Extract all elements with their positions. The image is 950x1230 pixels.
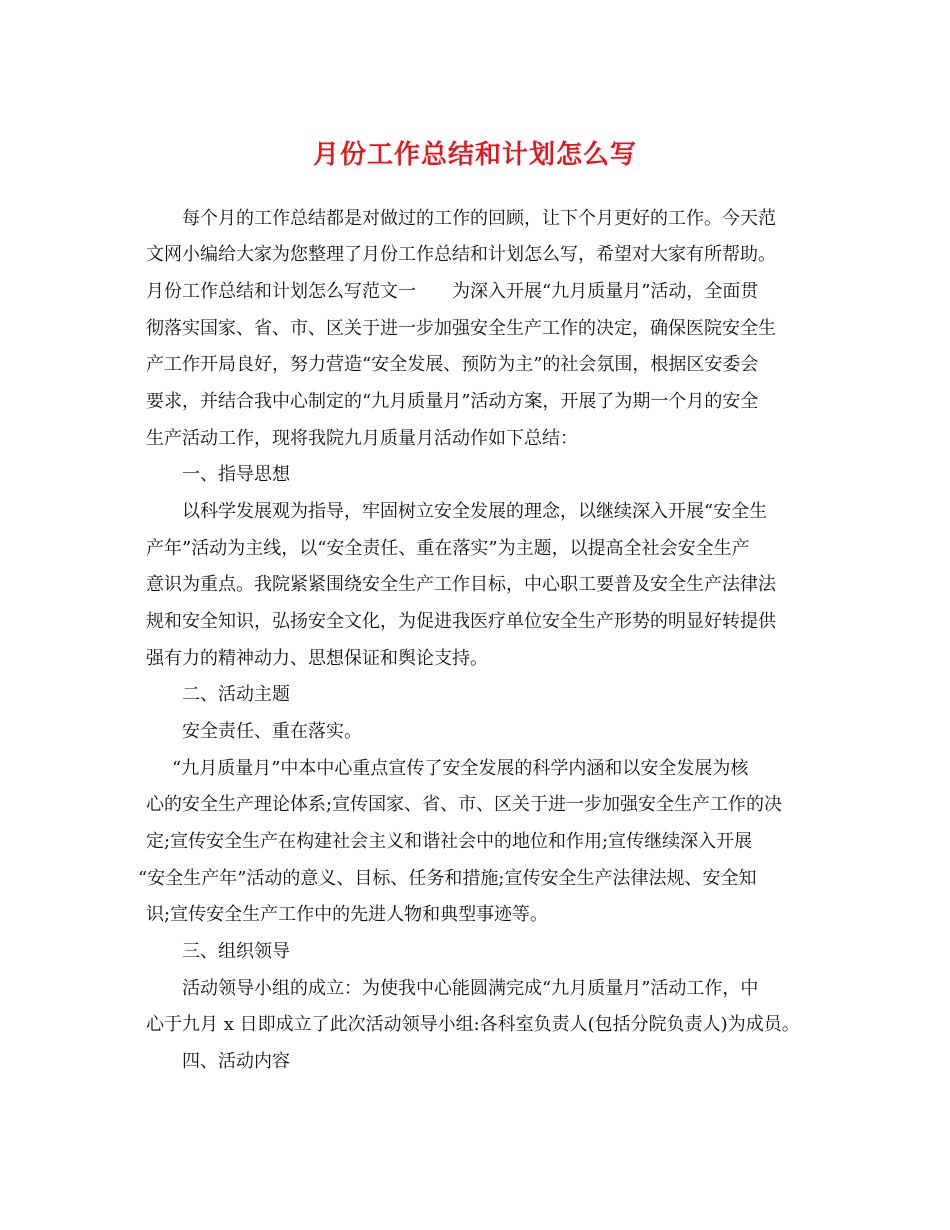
section-heading: 四、活动内容 xyxy=(182,1051,290,1072)
text-line: 生产活动工作，现将我院九月质量月活动作如下总结： xyxy=(146,428,578,449)
section-heading: 一、指导思想 xyxy=(182,464,290,485)
text-line: 每个月的工作总结都是对做过的工作的回顾，让下个月更好的工作。今天范 xyxy=(182,208,776,229)
text-line: “九月质量月”中本中心重点宣传了安全发展的科学内涵和以安全发展为核 xyxy=(172,758,749,779)
document-title: 月份工作总结和计划怎么写 xyxy=(312,140,637,170)
text-line: 定;宣传安全生产在构建社会主义和谐社会中的地位和作用;宣传继续深入开展 xyxy=(146,831,753,852)
text-line: 要求，并结合我中心制定的“九月质量月”活动方案，开展了为期一个月的安全 xyxy=(146,391,759,412)
text-line: 活动领导小组的成立：为使我中心能圆满完成“九月质量月”活动工作，中 xyxy=(182,978,759,999)
text-line: 心于九月 x 日即成立了此次活动领导小组:各科室负责人(包括分院负责人)为成员。 xyxy=(146,1014,800,1035)
text-line: 强有力的精神动力、思想保证和舆论支持。 xyxy=(146,648,488,669)
text-line: 产年”活动为主线，以“安全责任、重在落实”为主题，以提高全社会安全生产 xyxy=(146,538,750,559)
text-line: 月份工作总结和计划怎么写范文一 为深入开展“九月质量月”活动，全面贯 xyxy=(146,281,759,302)
text-line: 以科学发展观为指导，牢固树立安全发展的理念，以继续深入开展“安全生 xyxy=(182,501,768,522)
text-line: 安全责任、重在落实。 xyxy=(182,721,362,742)
text-line: 产工作开局良好，努力营造“安全发展、预防为主”的社会氛围，根据区安委会 xyxy=(146,354,759,375)
text-line: “安全生产年”活动的意义、目标、任务和措施;宣传安全生产法律法规、安全知 xyxy=(138,868,757,889)
text-line: 彻落实国家、省、市、区关于进一步加强安全生产工作的决定，确保医院安全生 xyxy=(146,318,776,339)
section-heading: 二、活动主题 xyxy=(182,684,290,705)
text-line: 意识为重点。我院紧紧围绕安全生产工作目标，中心职工要普及安全生产法律法 xyxy=(146,574,776,595)
text-line: 文网小编给大家为您整理了月份工作总结和计划怎么写，希望对大家有所帮助。 xyxy=(146,244,776,265)
text-line: 规和安全知识，弘扬安全文化，为促进我医疗单位安全生产形势的明显好转提供 xyxy=(146,611,776,632)
text-line: 心的安全生产理论体系;宣传国家、省、市、区关于进一步加强安全生产工作的决 xyxy=(146,794,783,815)
text-line: 识;宣传安全生产工作中的先进人物和典型事迹等。 xyxy=(146,904,549,925)
section-heading: 三、组织领导 xyxy=(182,941,290,962)
